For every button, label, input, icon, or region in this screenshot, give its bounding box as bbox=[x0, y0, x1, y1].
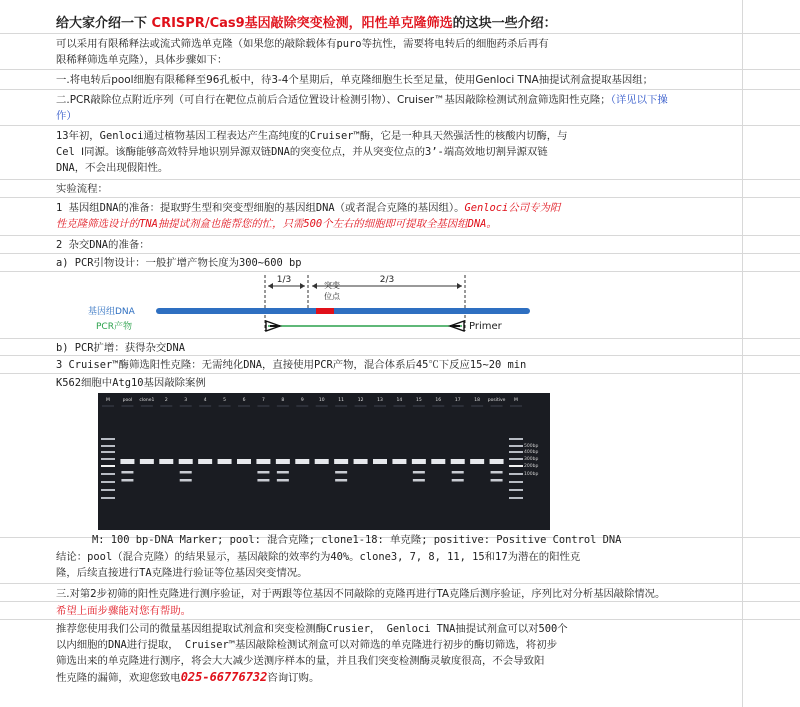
marker-band bbox=[509, 465, 523, 467]
cruiser-line: Cel Ⅰ同源。该酶能够高效特异地识别异源双链DNA的突变位点，并从突变位点的3’-端高效地切割异源双链 bbox=[56, 146, 548, 158]
marker-band bbox=[509, 445, 523, 447]
hope-text: 希望上面步骤能对您有帮助。 bbox=[56, 605, 192, 617]
title-suffix: 的这块一些介绍： bbox=[452, 16, 557, 31]
pcr-band bbox=[470, 459, 484, 464]
cleavage-band bbox=[335, 479, 347, 482]
cleavage-band bbox=[121, 479, 133, 482]
title-prefix: 给大家介绍一下 bbox=[56, 16, 152, 31]
gel-lane-label: positive bbox=[487, 398, 506, 403]
flow-title-row bbox=[0, 180, 800, 198]
step3-row bbox=[0, 584, 800, 602]
pcr-band bbox=[392, 459, 406, 464]
marker-band bbox=[509, 473, 523, 475]
recommendation-row bbox=[0, 620, 800, 707]
marker-band bbox=[101, 473, 115, 475]
gel-lane-label: 14 bbox=[396, 398, 403, 403]
intro-line: 可以采用有限稀释法或流式筛选单克隆（如果您的敲除载体有puro等抗性，需要将电转后的细胞药杀后再有 bbox=[56, 38, 549, 50]
pcr-band bbox=[295, 459, 309, 464]
primer-design-diagram bbox=[56, 271, 546, 343]
marker-band bbox=[101, 445, 115, 447]
marker-band bbox=[509, 438, 523, 440]
cleavage-band bbox=[277, 479, 289, 482]
frac2-arrowhead-right bbox=[457, 283, 462, 289]
gel-well bbox=[510, 405, 522, 407]
gel-lane-label: 3 bbox=[184, 398, 188, 403]
flow2-row bbox=[0, 236, 800, 254]
marker-size-label: 400bp bbox=[524, 450, 539, 455]
marker-band bbox=[509, 451, 523, 453]
gel-lane-label: clone1 bbox=[139, 398, 155, 403]
gel-well bbox=[277, 405, 289, 407]
gel-lane-label: 9 bbox=[300, 398, 304, 403]
gel-well bbox=[219, 405, 231, 407]
flow1-text: 1 基因组DNA的准备：提取野生型和突变型细胞的基因组DNA（或者混合克隆的基因组）。 bbox=[56, 202, 465, 214]
gel-well bbox=[160, 405, 172, 407]
cruiser-line: 13年初，Genloci通过植物基因工程表达产生高纯度的Cruiser™酶，它是一种具天然强活性的核酸内切酶，与 bbox=[56, 130, 568, 142]
rec-line: 推荐您使用我们公司的微量基因组提取试剂盒和突变检测酶Crusier， Genloci TNA抽提试剂盒可以对500个 bbox=[56, 623, 568, 635]
title-row bbox=[0, 0, 800, 34]
cleavage-band bbox=[413, 479, 425, 482]
gel-well bbox=[335, 405, 347, 407]
cleavage-band bbox=[491, 479, 503, 482]
flow3-row bbox=[0, 356, 800, 374]
legend-row bbox=[0, 530, 800, 548]
cleavage-band bbox=[180, 479, 192, 482]
gel-lane-label: 2 bbox=[164, 398, 168, 403]
marker-band bbox=[101, 497, 115, 499]
pcr-band bbox=[256, 459, 270, 464]
marker-size-label: 200bp bbox=[524, 464, 539, 469]
flow2a-text: a) PCR引物设计：一般扩增产物长度为300~600 bp bbox=[56, 257, 302, 269]
pcr-band bbox=[431, 459, 445, 464]
marker-band bbox=[101, 451, 115, 453]
marker-band bbox=[101, 458, 115, 460]
flow3-text: 3 Cruiser™酶筛选阳性克隆：无需纯化DNA，直接使用PCR产物，混合体系后45℃下反应15~20 min bbox=[56, 359, 527, 371]
step2-link-cont[interactable]: 作） bbox=[56, 110, 77, 122]
frac1-label: 1/3 bbox=[276, 275, 292, 285]
gel-well bbox=[355, 405, 367, 407]
gel-lane-label: 5 bbox=[223, 398, 227, 403]
pcr-band bbox=[179, 459, 193, 464]
gel-marker-labels bbox=[524, 443, 538, 477]
cruiser-line: DNA，不会出现假阳性。 bbox=[56, 162, 169, 174]
genomic-dna-label: 基因组DNA bbox=[88, 307, 135, 317]
gel-lane-label: 13 bbox=[377, 398, 383, 403]
mutation-label-2: 位点 bbox=[324, 292, 340, 301]
step2-text: 二.PCR敲除位点附近序列（可自行在靶位点前后合适位置设计检测引物）、Cruiser™基因敲除检测试剂盒筛选阳性克隆； bbox=[56, 94, 611, 106]
case-title: K562细胞中Atg10基因敲除案例 bbox=[56, 377, 206, 389]
cleavage-band bbox=[335, 471, 347, 474]
gel-well bbox=[296, 405, 308, 407]
frac1-arrowhead-left bbox=[268, 283, 273, 289]
step1-text: 一.将电转后pool细胞有限稀释至96孔板中，待3-4个星期后，单克隆细胞生长至足量，使用Genloci TNA抽提试剂盒提取基因组； bbox=[56, 74, 654, 86]
gel-well bbox=[393, 405, 405, 407]
gel-well bbox=[199, 405, 211, 407]
pcr-band bbox=[412, 459, 426, 464]
pcr-band bbox=[315, 459, 329, 464]
cleavage-band bbox=[452, 471, 464, 474]
marker-band bbox=[509, 458, 523, 460]
gel-well bbox=[121, 405, 133, 407]
flow2b-row bbox=[0, 338, 800, 356]
gel-lane-label: 12 bbox=[357, 398, 364, 403]
genomic-dna-bar bbox=[156, 308, 530, 314]
step2-link[interactable]: （详见以下操 bbox=[610, 94, 668, 106]
gel-lane-label: pool bbox=[122, 398, 133, 403]
gel-well bbox=[257, 405, 269, 407]
gel-well bbox=[491, 405, 503, 407]
gel-well bbox=[471, 405, 483, 407]
rec-line: 以内细胞的DNA进行提取， Cruiser™基因敲除检测试剂盒可以对筛选的单克隆进行初步的酶切筛选，将初步 bbox=[56, 639, 558, 651]
gel-lane-label: 4 bbox=[203, 398, 207, 403]
gel-well bbox=[374, 405, 386, 407]
cleavage-band bbox=[257, 471, 269, 474]
pcr-band bbox=[198, 459, 212, 464]
gel-lane-label: 8 bbox=[281, 398, 285, 403]
cleavage-band bbox=[413, 471, 425, 474]
frac2-label: 2/3 bbox=[379, 275, 395, 285]
pcr-band bbox=[120, 459, 134, 464]
gel-lane-label: 7 bbox=[261, 398, 265, 403]
flow2-text: 2 杂交DNA的准备： bbox=[56, 239, 150, 251]
cleavage-band bbox=[180, 471, 192, 474]
flow2b-text: b) PCR扩增：获得杂交DNA bbox=[56, 342, 186, 354]
gel-well bbox=[432, 405, 444, 407]
pcr-band bbox=[237, 459, 251, 464]
marker-band bbox=[509, 481, 523, 483]
gel-legend: M: 100 bp-DNA Marker; pool: 混合克隆; clone1-18: 单克隆; positive: Positive Control DNA bbox=[92, 534, 622, 546]
flow2a-row bbox=[0, 254, 800, 272]
gel-lane-label: 16 bbox=[435, 398, 442, 403]
gel-well bbox=[452, 405, 464, 407]
phone-number[interactable]: 025-66776732 bbox=[180, 670, 268, 684]
pcr-product-label: PCR产物 bbox=[96, 322, 132, 332]
pcr-band bbox=[159, 459, 173, 464]
gel-lane-label: 10 bbox=[318, 398, 325, 403]
gel-well bbox=[316, 405, 328, 407]
marker-size-label: 500bp bbox=[524, 444, 539, 449]
conclusion-row bbox=[0, 548, 800, 584]
cleavage-band bbox=[257, 479, 269, 482]
primer-label: Primer bbox=[469, 321, 502, 332]
gel-lane-label: M bbox=[514, 398, 518, 403]
cruiser-intro-row bbox=[0, 126, 800, 180]
rec-line: 筛选出来的单克隆进行测序，将会大大减少送测序样本的量，并且我们突变检测酶灵敏度很高，不会导致阳 bbox=[56, 655, 545, 667]
gel-lane-label: 17 bbox=[454, 398, 461, 403]
pcr-band bbox=[334, 459, 348, 464]
flow1-highlight-cont: 性克隆筛选设计的TNA抽提试剂盒也能帮您的忙，只需500个左右的细胞即可提取全基因组DNA。 bbox=[56, 218, 497, 230]
marker-band bbox=[101, 489, 115, 491]
cleavage-band bbox=[121, 471, 133, 474]
marker-band bbox=[101, 465, 115, 467]
step2-row bbox=[0, 90, 800, 126]
gel-well bbox=[141, 405, 153, 407]
intro-row bbox=[0, 34, 800, 70]
frac2-arrowhead-left bbox=[312, 283, 317, 289]
pcr-band bbox=[218, 459, 232, 464]
pcr-band bbox=[140, 459, 154, 464]
intro-line: 限稀释筛选单克隆），具体步骤如下： bbox=[56, 54, 228, 66]
mutation-site-mark bbox=[316, 308, 334, 314]
flow1-row bbox=[0, 198, 800, 236]
pcr-band bbox=[276, 459, 290, 464]
frac1-arrowhead-right bbox=[300, 283, 305, 289]
title-highlight: CRISPR/Cas9基因敲除突变检测，阳性单克隆筛选 bbox=[151, 16, 453, 31]
marker-band bbox=[509, 489, 523, 491]
step3-text: 三.对第2步初筛的阳性克隆进行测序验证，对于两跟等位基因不同敲除的克隆再进行TA克隆后测序验证，序列比对分析基因敲除情况。 bbox=[56, 588, 666, 600]
gel-lane-label: M bbox=[106, 398, 110, 403]
gel-well bbox=[180, 405, 192, 407]
pcr-band bbox=[373, 459, 387, 464]
marker-band bbox=[509, 497, 523, 499]
pcr-band bbox=[451, 459, 465, 464]
pcr-band bbox=[354, 459, 368, 464]
rec-line: 咨询订购。 bbox=[267, 672, 320, 684]
gel-well bbox=[102, 405, 114, 407]
mutation-label-1: 突变 bbox=[324, 281, 340, 290]
gel-lane-label: 15 bbox=[415, 398, 422, 403]
flow1-highlight: Genloci公司专为阳 bbox=[464, 202, 561, 214]
marker-size-label: 100bp bbox=[524, 472, 539, 477]
cleavage-band bbox=[452, 479, 464, 482]
hope-row bbox=[0, 602, 800, 620]
gel-lane-label: 18 bbox=[474, 398, 481, 403]
flow-title: 实验流程： bbox=[56, 183, 108, 195]
conclusion-line: 隆，后续直接进行TA克隆进行验证等位基因突变情况。 bbox=[56, 567, 308, 579]
cleavage-band bbox=[277, 471, 289, 474]
cleavage-band bbox=[491, 471, 503, 474]
step1-row bbox=[0, 70, 800, 90]
gel-lane-label: 11 bbox=[338, 398, 345, 403]
rec-line: 性克隆的漏筛，欢迎您致电 bbox=[56, 672, 181, 684]
marker-band bbox=[101, 481, 115, 483]
pcr-band bbox=[490, 459, 504, 464]
gel-well bbox=[238, 405, 250, 407]
marker-size-label: 300bp bbox=[524, 457, 539, 462]
gel-electrophoresis-image bbox=[98, 393, 550, 530]
gel-lane-label: 6 bbox=[242, 398, 246, 403]
conclusion-line: 结论：pool（混合克隆）的结果显示，基因敲除的效率约为40%。clone3, 7, 8, 11, 15和17为潜在的阳性克 bbox=[56, 551, 581, 563]
gel-well bbox=[413, 405, 425, 407]
marker-band bbox=[101, 438, 115, 440]
